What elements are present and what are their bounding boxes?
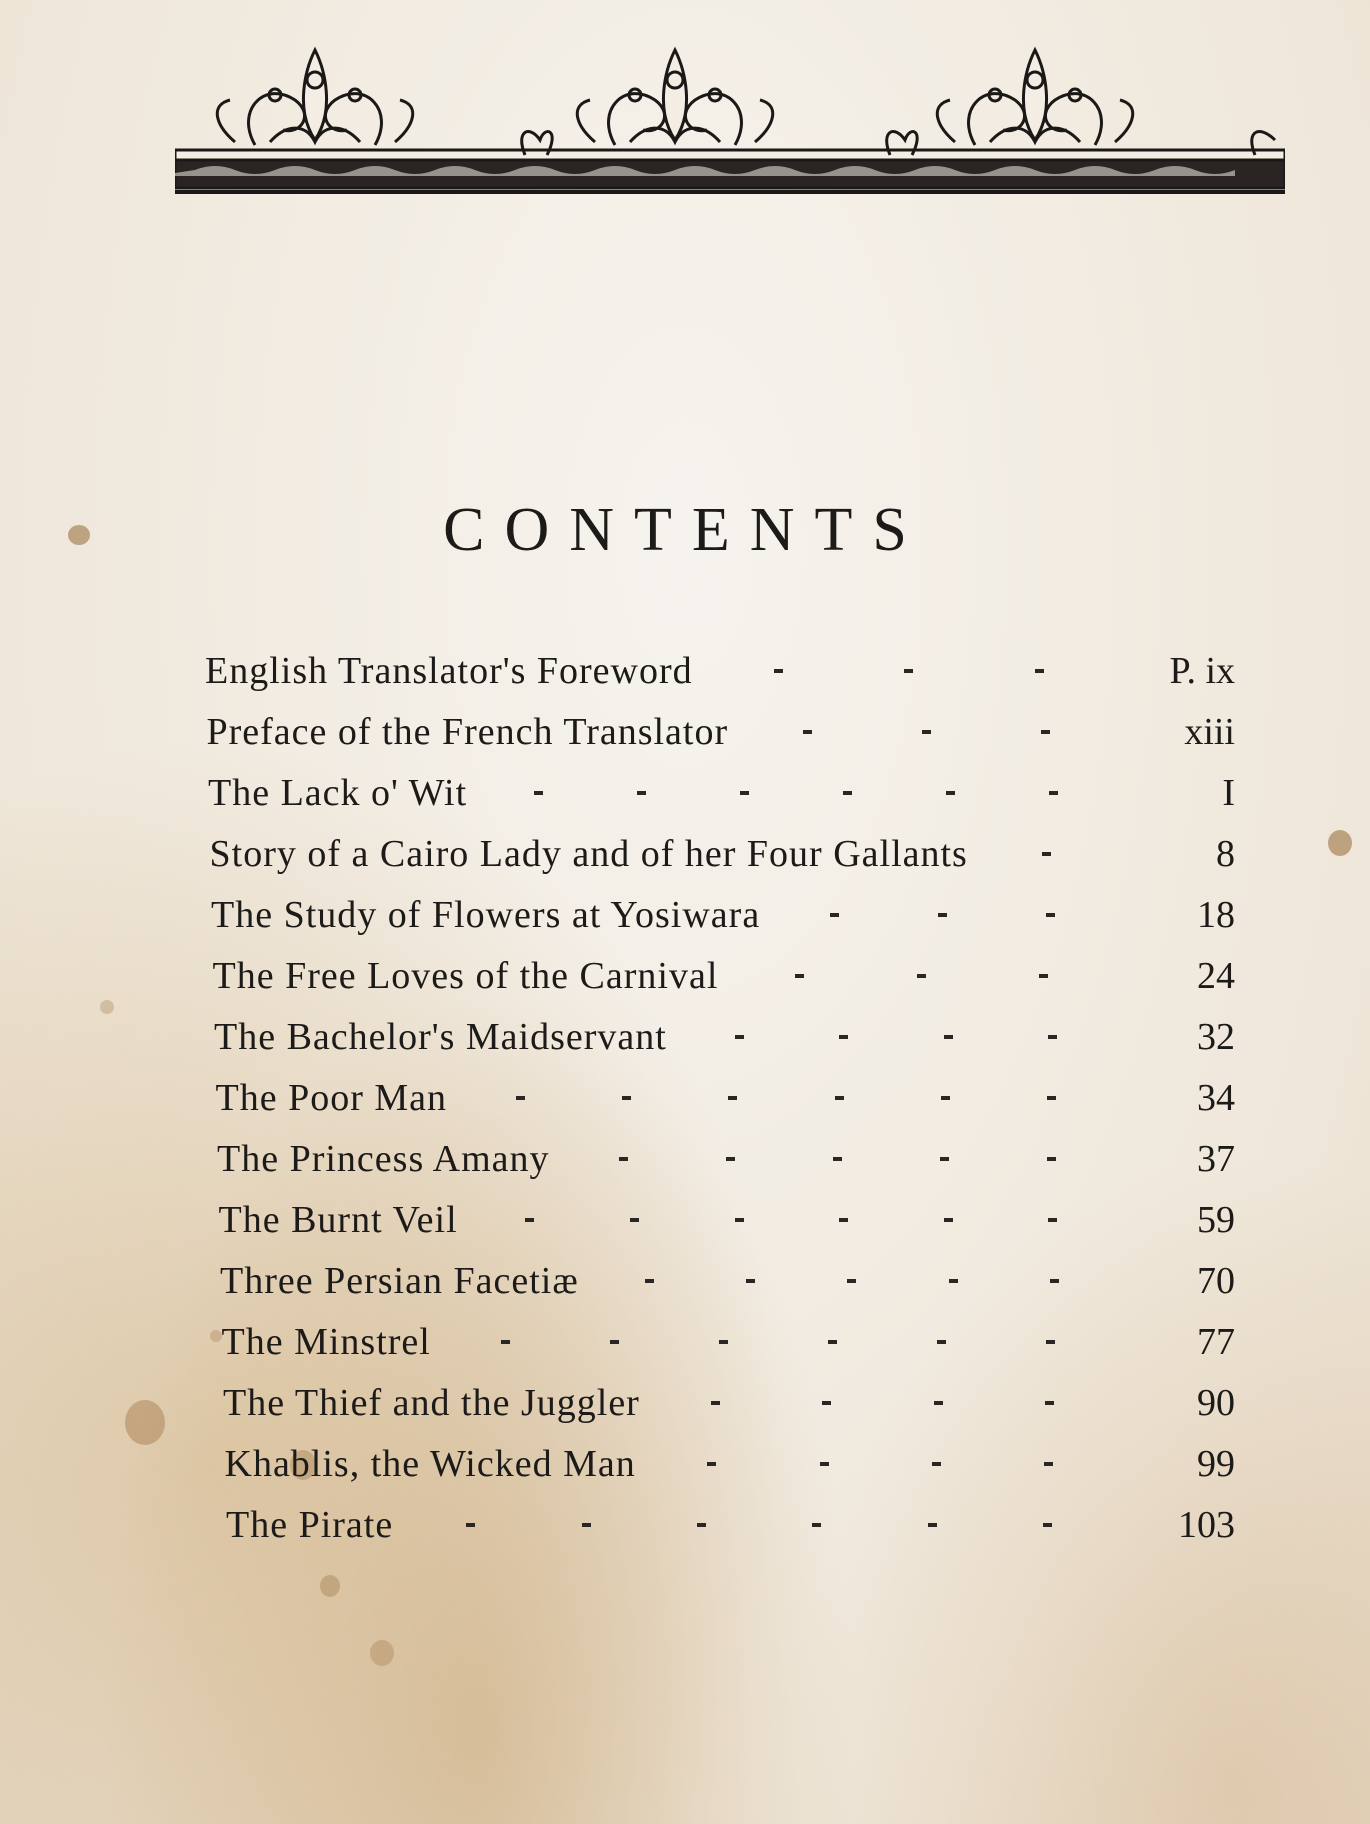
toc-entry xyxy=(222,1311,1236,1372)
toc-entry-title: Khablis, the Wicked Man xyxy=(224,1442,636,1485)
toc-entry-title: The Princess Amany xyxy=(217,1137,550,1180)
toc-entry-title: The Free Loves of the Carnival xyxy=(212,954,719,997)
leader-dashes xyxy=(738,974,1105,978)
toc-page-number: 34 xyxy=(1197,1076,1235,1119)
toc-page-number: 77 xyxy=(1197,1320,1235,1363)
toc-entry xyxy=(208,762,1235,823)
leader-dashes xyxy=(780,913,1105,917)
leader-dashes xyxy=(687,1035,1105,1039)
toc-entry-title: The Thief and the Juggler xyxy=(223,1381,640,1424)
leader-dashes xyxy=(748,730,1105,734)
toc-page-number: 24 xyxy=(1197,954,1235,997)
leader-dashes xyxy=(451,1340,1105,1344)
toc-entry xyxy=(225,1433,1236,1494)
toc-entry-title: The Study of Flowers at Yosiwara xyxy=(211,893,761,936)
toc-page-number: 90 xyxy=(1197,1381,1235,1424)
toc-entry xyxy=(223,1372,1235,1433)
toc-entry xyxy=(214,1006,1235,1067)
toc-entry-title: The Pirate xyxy=(226,1503,394,1546)
toc-entry xyxy=(210,823,1236,884)
stain xyxy=(320,1575,340,1597)
page-title: CONTENTS xyxy=(443,496,927,564)
toc-entry xyxy=(213,945,1236,1006)
table-of-contents xyxy=(205,640,1235,1555)
toc-entry-title: The Lack o' Wit xyxy=(208,771,468,814)
leader-dashes xyxy=(660,1401,1105,1405)
leader-dashes xyxy=(713,669,1105,673)
toc-entry-title: The Burnt Veil xyxy=(218,1198,458,1241)
toc-page-number: 99 xyxy=(1197,1442,1235,1485)
toc-entry xyxy=(211,884,1235,945)
leader-dashes xyxy=(570,1157,1105,1161)
toc-entry-title: English Translator's Foreword xyxy=(205,649,693,692)
leader-dashes xyxy=(988,852,1105,856)
toc-page-number: 8 xyxy=(1216,832,1235,875)
toc-page-number: 32 xyxy=(1197,1015,1235,1058)
leader-dashes xyxy=(656,1462,1105,1466)
toc-entry-title: The Poor Man xyxy=(215,1076,448,1119)
toc-page-number: 103 xyxy=(1178,1503,1235,1546)
toc-entry-title: Story of a Cairo Lady and of her Four Gallants xyxy=(209,832,968,875)
toc-entry xyxy=(219,1189,1236,1250)
toc-entry xyxy=(226,1494,1235,1555)
leader-dashes xyxy=(467,1096,1105,1100)
toc-page-number: I xyxy=(1222,771,1235,814)
leader-dashes xyxy=(413,1523,1105,1527)
toc-page-number: P. ix xyxy=(1169,649,1235,692)
leader-dashes xyxy=(599,1279,1105,1283)
toc-entry xyxy=(207,701,1236,762)
toc-entry-title: Three Persian Facetiæ xyxy=(220,1259,579,1302)
toc-page-number: 59 xyxy=(1197,1198,1235,1241)
toc-entry-title: The Bachelor's Maidservant xyxy=(214,1015,667,1058)
stain xyxy=(1328,830,1352,856)
toc-entry-title: Preface of the French Translator xyxy=(206,710,729,753)
toc-page-number: xiii xyxy=(1184,710,1235,753)
leader-dashes xyxy=(487,791,1105,795)
toc-page-number: 37 xyxy=(1197,1137,1235,1180)
toc-entry xyxy=(220,1250,1235,1311)
toc-entry xyxy=(205,640,1235,701)
decorative-scroll-border-icon xyxy=(175,30,1285,230)
stain xyxy=(370,1640,394,1666)
stain xyxy=(125,1400,165,1445)
toc-page-number: 18 xyxy=(1197,893,1235,936)
toc-entry xyxy=(217,1128,1235,1189)
leader-dashes xyxy=(478,1218,1105,1222)
toc-page-number: 70 xyxy=(1197,1259,1235,1302)
stain xyxy=(100,1000,114,1014)
toc-entry xyxy=(216,1067,1236,1128)
toc-entry-title: The Minstrel xyxy=(221,1320,431,1363)
